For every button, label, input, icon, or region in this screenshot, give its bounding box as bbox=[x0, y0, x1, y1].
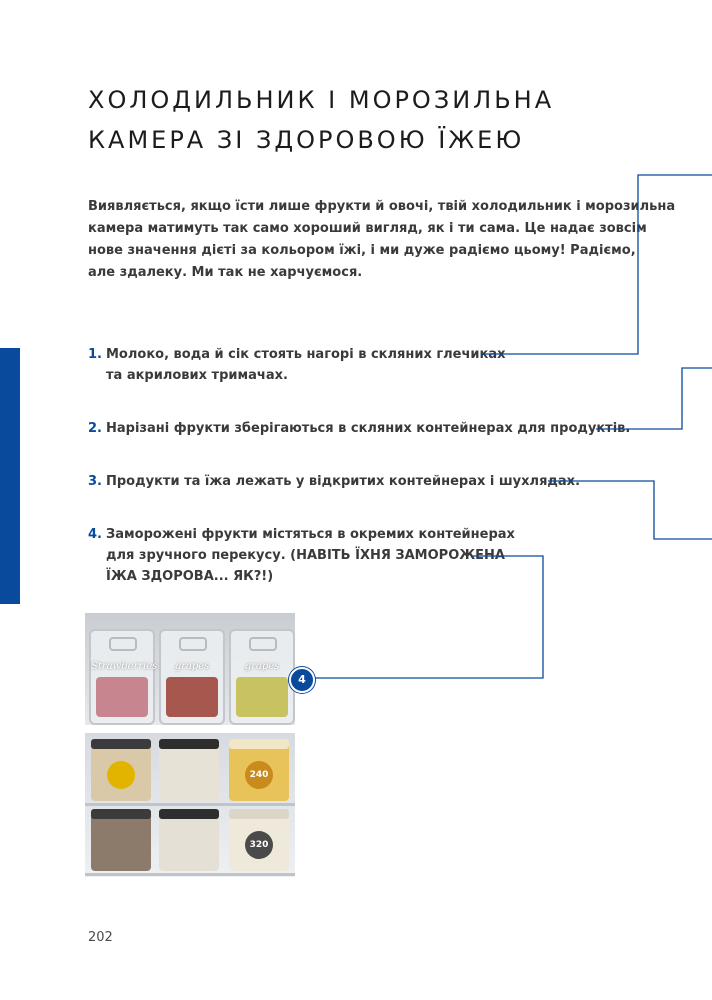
intro-line-3: нове значення дієті за кольором їжі, і ми дуже радіємо цьому! Радіємо, bbox=[88, 243, 636, 258]
ice-cream-photo bbox=[85, 733, 295, 877]
container-label: grapes bbox=[174, 661, 210, 672]
intro-line-2: камера матимуть так само хороший вигляд, як і ти сама. Це надає зовсім bbox=[88, 221, 647, 236]
item-text-line: Молоко, вода й сік стоять нагорі в скляних глечиках bbox=[106, 347, 506, 362]
item-number: 1. bbox=[88, 347, 102, 362]
pint-calorie-badge: 240 bbox=[245, 761, 273, 789]
callout-number-badge: 4 bbox=[289, 667, 315, 693]
pint-calorie-badge: 320 bbox=[245, 831, 273, 859]
callout-line-2 bbox=[596, 368, 712, 429]
item-text-line: ЇЖА ЗДОРОВА... ЯК?!) bbox=[106, 569, 274, 584]
callout-line-3 bbox=[548, 481, 712, 539]
item-number: 3. bbox=[88, 474, 102, 489]
item-text-line: Нарізані фрукти зберігаються в скляних контейнерах для продуктів. bbox=[106, 421, 631, 436]
ice-cream-pint bbox=[159, 739, 219, 801]
ice-cream-pint bbox=[159, 809, 219, 871]
fruit-container bbox=[229, 629, 295, 725]
callout-line-4 bbox=[300, 556, 543, 678]
ice-cream-pint bbox=[229, 809, 289, 871]
container-label: grapes bbox=[244, 661, 280, 672]
ice-cream-pint bbox=[91, 809, 151, 871]
title-line-1: ХОЛОДИЛЬНИК І МОРОЗИЛЬНА bbox=[88, 86, 555, 114]
frozen-fruit-photo bbox=[85, 613, 295, 725]
intro-line-1: Виявляється, якщо їсти лише фрукти й овочі, твій холодильник і морозильна bbox=[88, 199, 676, 214]
ice-cream-pint bbox=[91, 739, 151, 801]
item-text-line: Продукти та їжа лежать у відкритих контейнерах і шухлядах. bbox=[106, 474, 581, 489]
title-line-2: КАМЕРА ЗІ ЗДОРОВОЮ ЇЖЕЮ bbox=[88, 126, 525, 154]
fridge-photos bbox=[85, 613, 295, 877]
fruit-container bbox=[159, 629, 225, 725]
item-number: 2. bbox=[88, 421, 102, 436]
item-text-line: Заморожені фрукти містяться в окремих контейнерах bbox=[106, 527, 515, 542]
ice-cream-pint bbox=[229, 739, 289, 801]
container-label: Strawberries bbox=[91, 661, 158, 672]
page-number: 202 bbox=[88, 930, 113, 945]
item-number: 4. bbox=[88, 527, 102, 542]
item-text-line: для зручного перекусу. (НАВІТЬ ЇХНЯ ЗАМОРОЖЕНА bbox=[106, 548, 505, 563]
callout-line-1 bbox=[482, 175, 712, 354]
item-text-line: та акрилових тримачах. bbox=[106, 368, 288, 383]
fruit-container bbox=[89, 629, 158, 725]
intro-line-4: але здалеку. Ми так не харчуємося. bbox=[88, 265, 363, 280]
